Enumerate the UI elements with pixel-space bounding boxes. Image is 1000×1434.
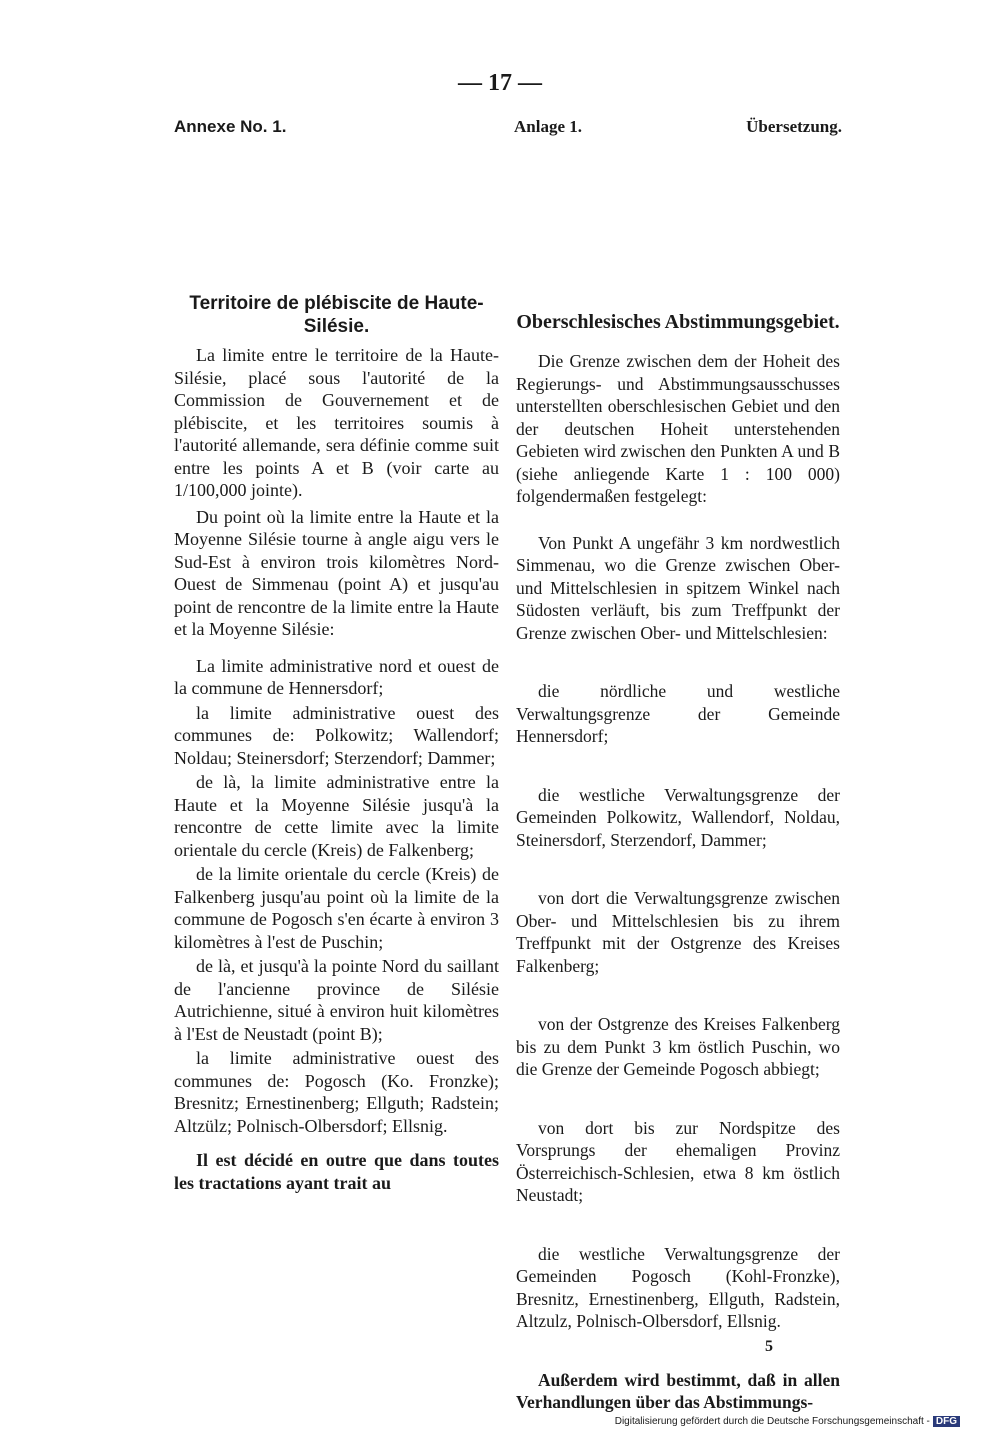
german-paragraph: Von Punkt A ungefähr 3 km nordwestlich Simmenau, wo die Grenze zwischen Ober- und Mittelschlesien in spitzem Winkel nach Südosten verläuft, bis zum Treffpunkt der Grenze zwischen Ober- und Mittelschlesien: — [516, 532, 840, 643]
dfg-logo: DFG — [933, 1416, 960, 1427]
french-paragraph: la limite administrative ouest des communes de: Pogosch (Ko. Fronzke); Bresnitz; Ernestinenberg; Ellguth; Radstein; Altzülz; Polnisch-Olbersdorf; Ellsnig. — [174, 1048, 499, 1136]
french-paragraph: la limite administrative ouest des communes de: Polkowitz; Wallendorf; Noldau; Steinersdorf; Sterzendorf; Dammer; — [174, 702, 499, 768]
french-paragraph: La limite administrative nord et ouest de la commune de Hennersdorf; — [174, 655, 499, 698]
translation-label: Übersetzung. — [746, 117, 842, 136]
french-paragraph: de là, la limite administrative entre la Haute et la Moyenne Silésie jusqu'à la rencontre de cette limite avec la limite orientale du cercle (Kreis) de Falkenberg; — [174, 772, 499, 860]
header-row — [174, 117, 842, 141]
german-paragraph: die westliche Verwaltungsgrenze der Gemeinden Pogosch (Kohl-Fronzke), Bresnitz, Ernestinenberg, Ellguth, Radstein, Altzulz, Polnisch-Olbersdorf, Ellsnig. — [516, 1243, 840, 1331]
annex-label-fr: Annexe No. 1. — [174, 117, 287, 136]
french-paragraph: La limite entre le territoire de la Haute-Silésie, placé sous l'autorité de la Commission de Gouvernement et de plébiscite, et les territoires soumis à l'autorité allemande, sera définie comme suit entre les points A et B (voir carte au 1/100,000 jointe). — [174, 345, 499, 500]
digitization-credit — [615, 1416, 960, 1427]
german-paragraph: Außerdem wird bestimmt, daß in allen Verhandlungen über das Abstimmungs- — [516, 1369, 840, 1412]
french-title: Territoire de plébiscite de Haute-Silésie. — [189, 293, 484, 337]
credit-text: Digitalisierung gefördert durch die Deutsche Forschungsgemeinschaft - — [614, 1416, 930, 1427]
page-number: — 17 — — [458, 70, 542, 96]
french-paragraph: de la limite orientale du cercle (Kreis) de Falkenberg jusqu'au point où la limite de la commune de Pogosch s'en écarte à environ 3 kilomètres à l'est de Puschin; — [174, 864, 499, 952]
german-title: Oberschlesisches Abstimmungsgebiet. — [516, 311, 840, 333]
french-paragraph: Il est décidé en outre que dans toutes les tractations ayant trait au — [174, 1150, 499, 1193]
french-paragraph: de là, et jusqu'à la pointe Nord du saillant de l'ancienne province de Silésie Autrichienne, situé à environ huit kilomètres à l'Est de Neustadt (point B); — [174, 956, 499, 1044]
german-paragraph: von der Ostgrenze des Kreises Falkenberg bis zu dem Punkt 3 km östlich Puschin, wo die Grenze der Gemeinde Pogosch abbiegt; — [516, 1014, 840, 1079]
french-paragraph: Du point où la limite entre la Haute et la Moyenne Silésie tourne à angle aigu vers le Sud-Est à environ trois kilomètres Nord-Ouest de Simmenau (point A) et jusqu'au point de rencontre de la limite entre la Haute et la Moyenne Silésie: — [174, 506, 499, 639]
german-column — [516, 292, 840, 1414]
german-paragraph: von dort die Verwaltungsgrenze zwischen Ober- und Mittelschlesien bis zu ihrem Treffpunkt mit der Ostgrenze des Kreises Falkenberg; — [516, 888, 840, 976]
french-column — [174, 292, 499, 1194]
german-paragraph: von dort bis zur Nordspitze des Vorsprungs der ehemaligen Provinz Österreichisch-Schlesien, etwa 8 km östlich Neustadt; — [516, 1117, 840, 1205]
annex-label-de: Anlage 1. — [514, 117, 582, 136]
german-paragraph: Die Grenze zwischen dem der Hoheit des Regierungs- und Abstimmungsausschusses unterstellten oberschlesischen Gebiet und den der deutschen Hoheit unterstehenden Gebieten wird zwischen den Punkten A und B (siehe anliegende Karte 1 : 100 000) folgendermaßen festgelegt: — [516, 351, 840, 506]
german-paragraph: die westliche Verwaltungsgrenze der Gemeinden Polkowitz, Wallendorf, Noldau, Steinersdorf, Sterzendorf, Dammer; — [516, 784, 840, 850]
signature-mark: 5 — [765, 1338, 773, 1355]
german-paragraph: die nördliche und westliche Verwaltungsgrenze der Gemeinde Hennersdorf; — [516, 681, 840, 746]
